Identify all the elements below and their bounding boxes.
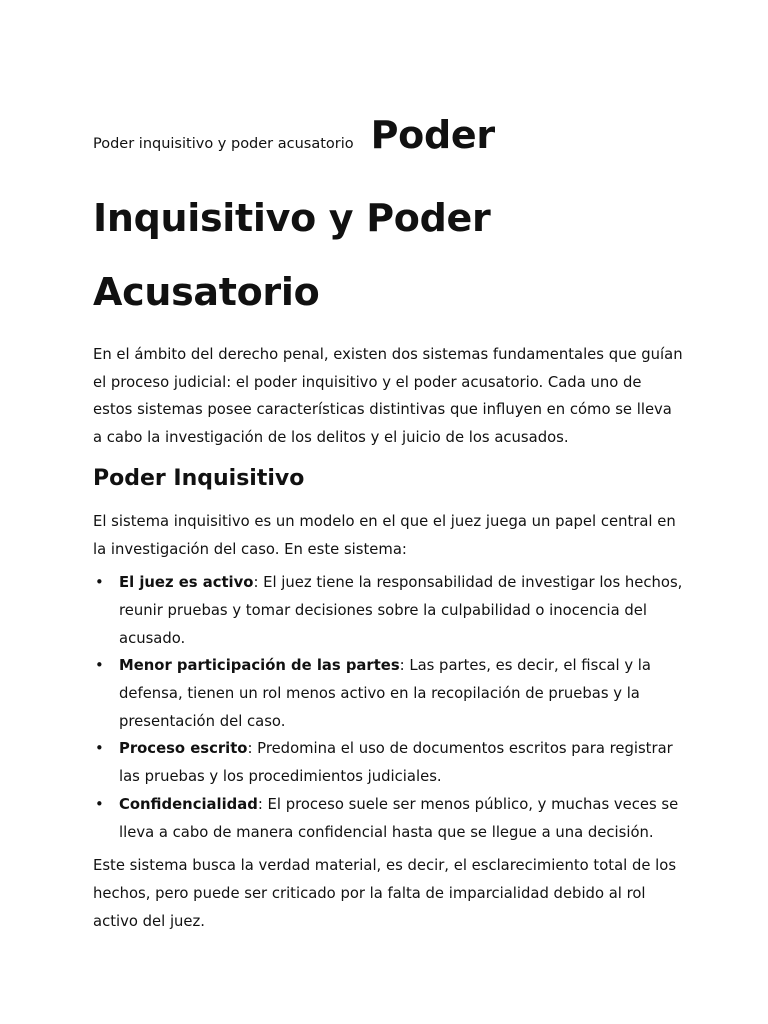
characteristics-list (93, 569, 683, 846)
list-item (93, 652, 683, 735)
bullet-icon: • (95, 657, 104, 675)
list-item-text: : Las partes, es decir, el fiscal y la defensa, tienen un rol menos activo en la recopilación de pruebas y la presentación del caso. (119, 657, 651, 730)
list-item (93, 735, 683, 790)
list-item-term: Menor participación de las partes (119, 657, 400, 675)
document-title: Poder Inquisitivo y Poder Acusatorio (93, 113, 495, 314)
bullet-icon: • (95, 740, 104, 758)
section-heading: Poder Inquisitivo (93, 465, 305, 491)
list-item-term: Confidencialidad (119, 795, 258, 813)
section-intro-paragraph: El sistema inquisitivo es un modelo en el que el juez juega un papel central en la investigación del caso. En este sistema: (93, 512, 676, 558)
list-item-text: : El juez tiene la responsabilidad de investigar los hechos, reunir pruebas y tomar decisiones sobre la culpabilidad o inocencia del acusado. (119, 574, 683, 647)
list-item (93, 791, 683, 846)
bullet-icon: • (95, 574, 104, 592)
list-item-term: El juez es activo (119, 574, 254, 592)
document-page (93, 98, 683, 935)
title-prefix: Poder inquisitivo y poder acusatorio (93, 136, 354, 152)
list-item (93, 569, 683, 652)
list-item-text: : El proceso suele ser menos público, y muchas veces se lleva a cabo de manera confidencial hasta que se llegue a una decisión. (119, 795, 679, 841)
list-item-term: Proceso escrito (119, 740, 248, 758)
intro-paragraph: En el ámbito del derecho penal, existen dos sistemas fundamentales que guían el proceso judicial: el poder inquisitivo y el poder acusatorio. Cada uno de estos sistemas posee características distintivas que influyen en cómo se lleva a cabo la investigación de los delitos y el juicio de los acusados. (93, 346, 683, 447)
bullet-icon: • (95, 795, 104, 813)
document-title-block (93, 98, 683, 329)
list-item-text: : Predomina el uso de documentos escritos para registrar las pruebas y los procedimientos judiciales. (119, 740, 673, 786)
conclusion-paragraph: Este sistema busca la verdad material, es decir, el esclarecimiento total de los hechos, pero puede ser criticado por la falta de imparcialidad debido al rol activo del juez. (93, 857, 677, 930)
